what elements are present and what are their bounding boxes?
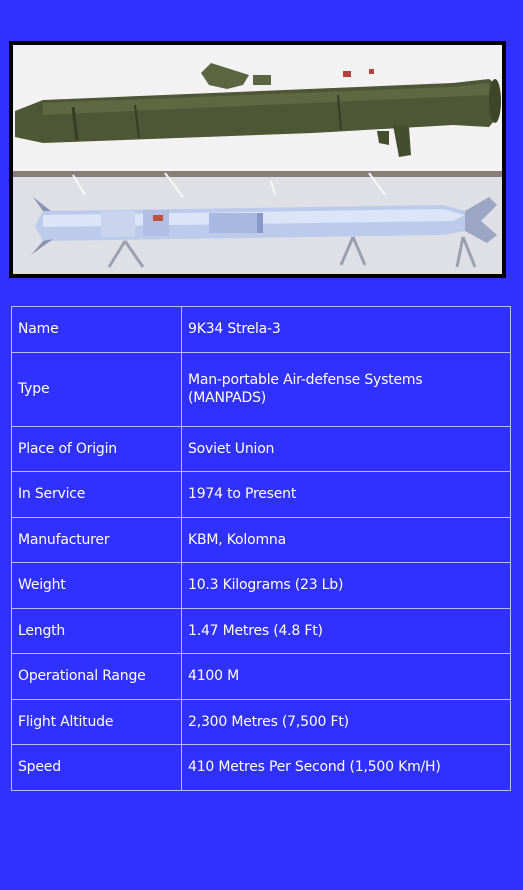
spec-row-origin (12, 426, 511, 472)
specs-table (11, 306, 511, 791)
spec-row-length (12, 608, 511, 654)
spec-label: Operational Range (12, 654, 182, 700)
spec-label: Length (12, 608, 182, 654)
spec-row-manufacturer (12, 517, 511, 563)
spec-value: 9K34 Strela-3 (182, 307, 511, 353)
strela-illustration (13, 45, 502, 274)
spec-value: 1.47 Metres (4.8 Ft) (182, 608, 511, 654)
spec-value: 4100 M (182, 654, 511, 700)
spec-label: Flight Altitude (12, 699, 182, 745)
spec-label: Weight (12, 563, 182, 609)
spec-label: In Service (12, 472, 182, 518)
spec-row-weight (12, 563, 511, 609)
spec-label: Name (12, 307, 182, 353)
spec-row-range (12, 654, 511, 700)
spec-label: Speed (12, 745, 182, 791)
spec-label: Type (12, 352, 182, 426)
spec-value: 1974 to Present (182, 472, 511, 518)
weapon-photo-frame (9, 41, 506, 278)
spec-label: Place of Origin (12, 426, 182, 472)
spec-value: 2,300 Metres (7,500 Ft) (182, 699, 511, 745)
spec-value: 410 Metres Per Second (1,500 Km/H) (182, 745, 511, 791)
spec-value: 10.3 Kilograms (23 Lb) (182, 563, 511, 609)
spec-row-name (12, 307, 511, 353)
spec-row-type (12, 352, 511, 426)
spec-row-in-service (12, 472, 511, 518)
spec-row-altitude (12, 699, 511, 745)
spec-label: Manufacturer (12, 517, 182, 563)
spec-row-speed (12, 745, 511, 791)
spec-value: Man-portable Air-defense Systems (MANPADS) (182, 352, 511, 426)
spec-value: KBM, Kolomna (182, 517, 511, 563)
spec-value: Soviet Union (182, 426, 511, 472)
weapon-photo (13, 45, 502, 274)
